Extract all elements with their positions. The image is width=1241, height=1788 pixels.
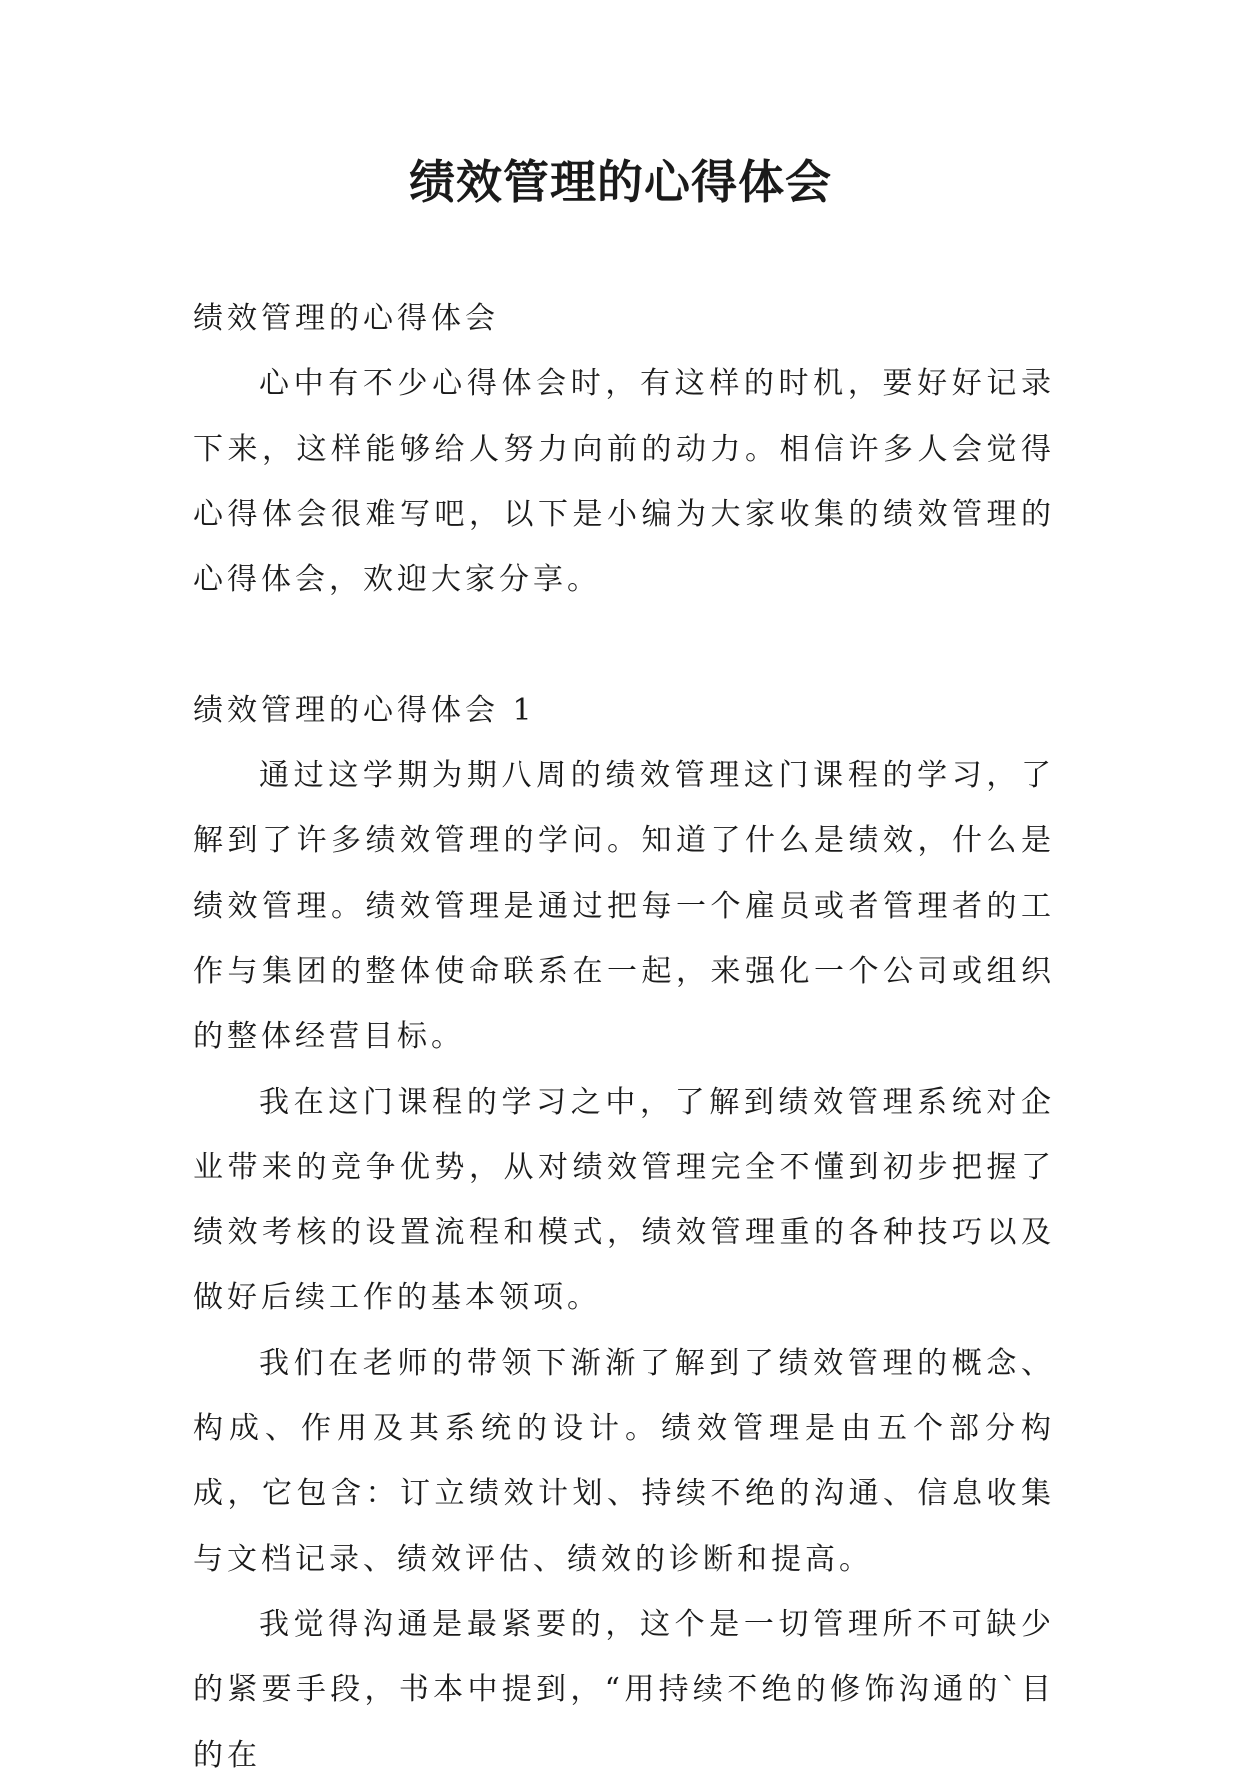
intro-heading: 绩效管理的心得体会 — [193, 301, 499, 336]
section-1-paragraph-3: 我们在老师的带领下渐渐了解到了绩效管理的概念、构成、作用及其系统的设计。绩效管理是由五个部分构成，它包含：订立绩效计划、持续不绝的沟通、信息收集与文档记录、绩效评估、绩效的诊断和提高。 — [193, 1345, 1055, 1577]
section-1-paragraph-4: 我觉得沟通是最紧要的，这个是一切管理所不可缺少的紧要手段，书本中提到，“用持续不绝的修饰沟通的`目的在 — [193, 1606, 1055, 1773]
section-1-heading: 绩效管理的心得体会 1 — [193, 692, 536, 728]
document-title: 绩效管理的心得体会 — [409, 155, 832, 209]
document-body — [193, 286, 1055, 1788]
section-1-paragraph-1: 通过这学期为期八周的绩效管理这门课程的学习，了解到了许多绩效管理的学问。知道了什么是绩效，什么是绩效管理。绩效管理是通过把每一个雇员或者管理者的工作与集团的整体使命联系在一起，来强化一个公司或组织的整体经营目标。 — [193, 758, 1055, 1055]
section-1-paragraph-2: 我在这门课程的学习之中，了解到绩效管理系统对企业带来的竞争优势，从对绩效管理完全不懂到初步把握了绩效考核的设置流程和模式，绩效管理重的各种技巧以及做好后续工作的基本领项。 — [193, 1084, 1055, 1316]
intro-paragraph: 心中有不少心得体会时，有这样的时机，要好好记录下来，这样能够给人努力向前的动力。相信许多人会觉得心得体会很难写吧，以下是小编为大家收集的绩效管理的心得体会，欢迎大家分享。 — [193, 366, 1055, 598]
section-spacer — [193, 612, 1055, 677]
